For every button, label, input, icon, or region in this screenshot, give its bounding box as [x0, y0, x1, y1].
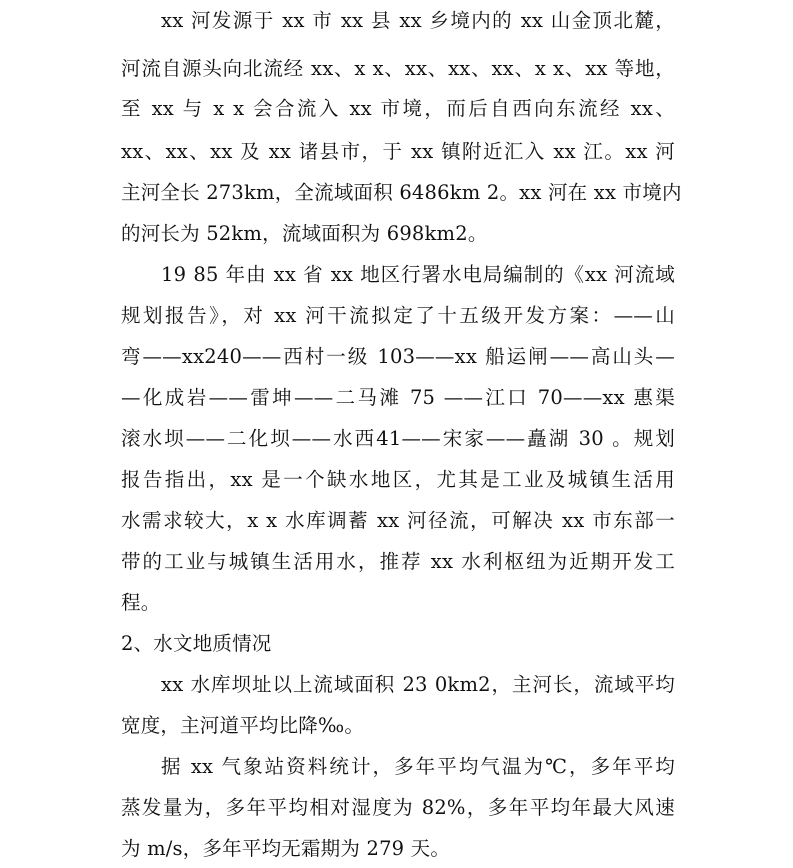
paragraph-2-line-2: 规划报告》，对 xx 河干流拟定了十五级开发方案：——山 — [121, 304, 675, 327]
paragraph-2-line-3: 弯——xx240——西村一级 103——xx 船运闸——高山头— — [121, 345, 675, 368]
paragraph-3-line-2: 宽度，主河道平均比降‰。 — [121, 714, 365, 737]
paragraph-2-line-5: 滚水坝——二化坝——水西41——宋家——矗湖 30 。规划 — [121, 427, 675, 450]
paragraph-1-line-5: 主河全长 273km，全流域面积 6486km 2。xx 河在 xx 市境内 — [121, 181, 682, 204]
paragraph-2-line-8: 带的工业与城镇生活用水，推荐 xx 水利枢纽为近期开发工 — [121, 550, 675, 573]
paragraph-3-line-1: xx 水库坝址以上流域面积 23 0km2，主河长，流域平均 — [161, 673, 675, 696]
paragraph-1-line-4: xx、xx、xx 及 xx 诸县市，于 xx 镇附近汇入 xx 江。xx 河 — [121, 140, 675, 163]
paragraph-1-line-2: 河流自源头向北流经 xx、x x、xx、xx、xx、x x、xx 等地， — [121, 57, 675, 80]
paragraph-4-line-3: 为 m/s，多年平均无霜期为 279 天。 — [121, 837, 451, 860]
paragraph-2-line-9: 程。 — [121, 591, 161, 614]
paragraph-2-line-7: 水需求较大，x x 水库调蓄 xx 河径流，可解决 xx 市东部一 — [121, 509, 675, 532]
paragraph-4-line-2: 蒸发量为，多年平均相对湿度为 82%，多年平均年最大风速 — [121, 796, 675, 819]
paragraph-2-line-4: —化成岩——雷坤——二马滩 75 ——江口 70——xx 惠渠 — [121, 386, 675, 409]
paragraph-4-line-1: 据 xx 气象站资料统计，多年平均气温为℃，多年平均 — [161, 755, 675, 778]
paragraph-1-line-1: xx 河发源于 xx 市 xx 县 xx 乡境内的 xx 山金顶北麓， — [161, 9, 675, 32]
paragraph-1-line-6: 的河长为 52km，流域面积为 698km2。 — [121, 222, 488, 245]
paragraph-2-line-1: 19 85 年由 xx 省 xx 地区行署水电局编制的《xx 河流域 — [161, 263, 675, 286]
paragraph-1-line-3: 至 xx 与 x x 会合流入 xx 市境，而后自西向东流经 xx、 — [121, 97, 675, 120]
section-heading: 2、水文地质情况 — [121, 632, 272, 655]
paragraph-2-line-6: 报告指出，xx 是一个缺水地区，尤其是工业及城镇生活用 — [121, 468, 675, 491]
